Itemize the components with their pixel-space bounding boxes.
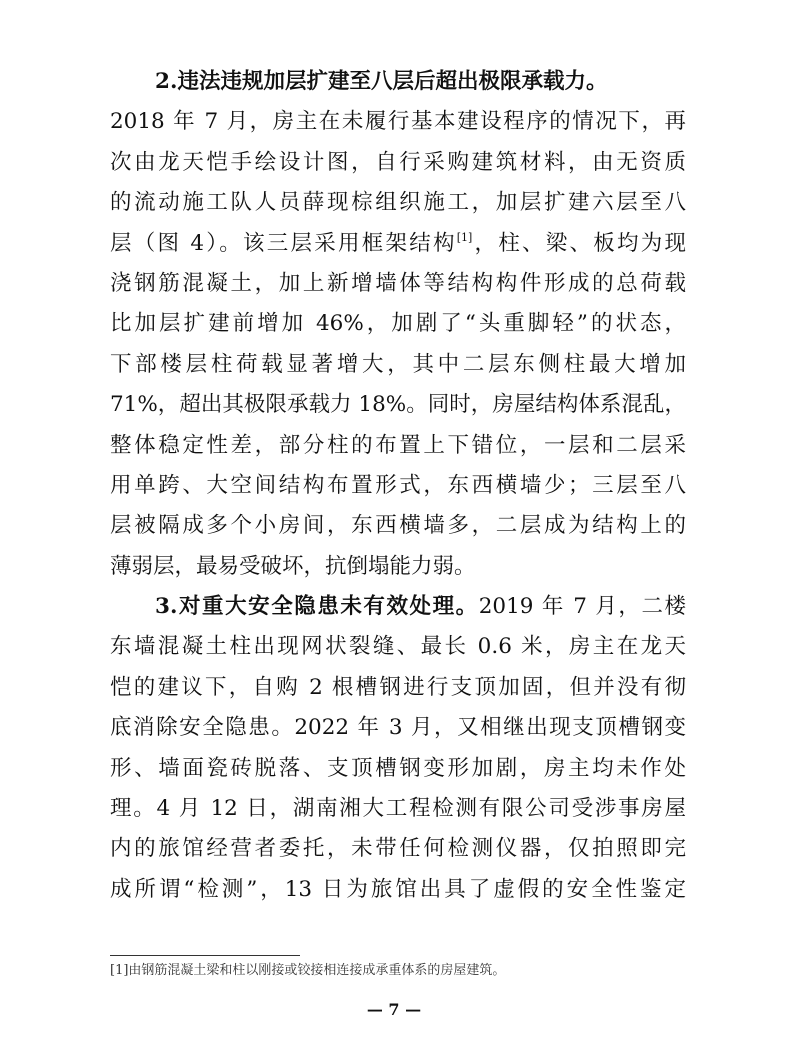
text-segment: 层（图 4）。该三层采用框架结构: [110, 230, 457, 256]
text-line: 2018 年 7 月，房主在未履行基本建设程序的情况下，再: [110, 109, 686, 135]
paragraph-illegal-extension: [110, 62, 686, 587]
text-line: 底消除安全隐患。2022 年 3 月，又相继出现支顶槽钢变: [110, 715, 686, 741]
paragraph-first-line: [110, 587, 686, 627]
paragraph-heading: 2.违法违规加层扩建至八层后超出极限承载力。: [155, 69, 608, 94]
page-number: — 7 —: [366, 1000, 422, 1019]
footnote-reference: [1]: [456, 230, 473, 244]
text-line: 恺的建议下，自购 2 根槽钢进行支顶加固，但并没有彻: [110, 674, 686, 700]
text-line: 浇钢筋混凝土，加上新增墙体等结构构件形成的总荷载: [110, 270, 686, 296]
text-line: 理。4 月 12 日，湖南湘大工程检测有限公司受涉事房屋: [110, 796, 686, 822]
text-line: 东墙混凝土柱出现网状裂缝、最长 0.6 米，房主在龙天: [110, 634, 686, 660]
text-line: 71%，超出其极限承载力 18%。同时，房屋结构体系混乱，: [110, 392, 686, 418]
text-line: 下部楼层柱荷载显著增大，其中二层东侧柱最大增加: [110, 351, 686, 377]
paragraph-heading: 3.对重大安全隐患未有效处理。: [155, 594, 479, 620]
document-body: [110, 62, 686, 910]
paragraph-safety-hazard: [110, 587, 686, 910]
text-line: 薄弱层，最易受破坏，抗倒塌能力弱。: [110, 553, 476, 579]
text-line: 层被隔成多个小房间，东西横墙多，二层成为结构上的: [110, 513, 686, 539]
text-segment: 2019 年 7 月，二楼: [478, 594, 686, 620]
footnote: [1]由钢筋混凝土梁和柱以刚接或铰接相连接成承重体系的房屋建筑。: [110, 963, 506, 978]
text-line: 的流动施工队人员薛现棕组织施工，加层扩建六层至八: [110, 190, 686, 216]
text-segment: ，柱、梁、板均为现: [472, 230, 686, 256]
text-line: 比加层扩建前增加 46%，加剧了“头重脚轻”的状态，: [110, 311, 686, 337]
text-line: 内的旅馆经营者委托，未带任何检测仪器，仅拍照即完: [110, 836, 686, 862]
text-line: 用单跨、大空间结构布置形式，东西横墙少；三层至八: [110, 472, 686, 498]
text-line-with-footnote-ref: [110, 224, 686, 264]
footnote-divider: [110, 955, 300, 956]
text-line: 成所谓“检测”，13 日为旅馆出具了虚假的安全性鉴定: [110, 876, 686, 902]
text-line: 形、墙面瓷砖脱落、支顶槽钢变形加剧，房主均未作处: [110, 755, 686, 781]
text-line: 整体稳定性差，部分柱的布置上下错位，一层和二层采: [110, 432, 686, 458]
text-line: 次由龙天恺手绘设计图，自行采购建筑材料，由无资质: [110, 149, 686, 175]
